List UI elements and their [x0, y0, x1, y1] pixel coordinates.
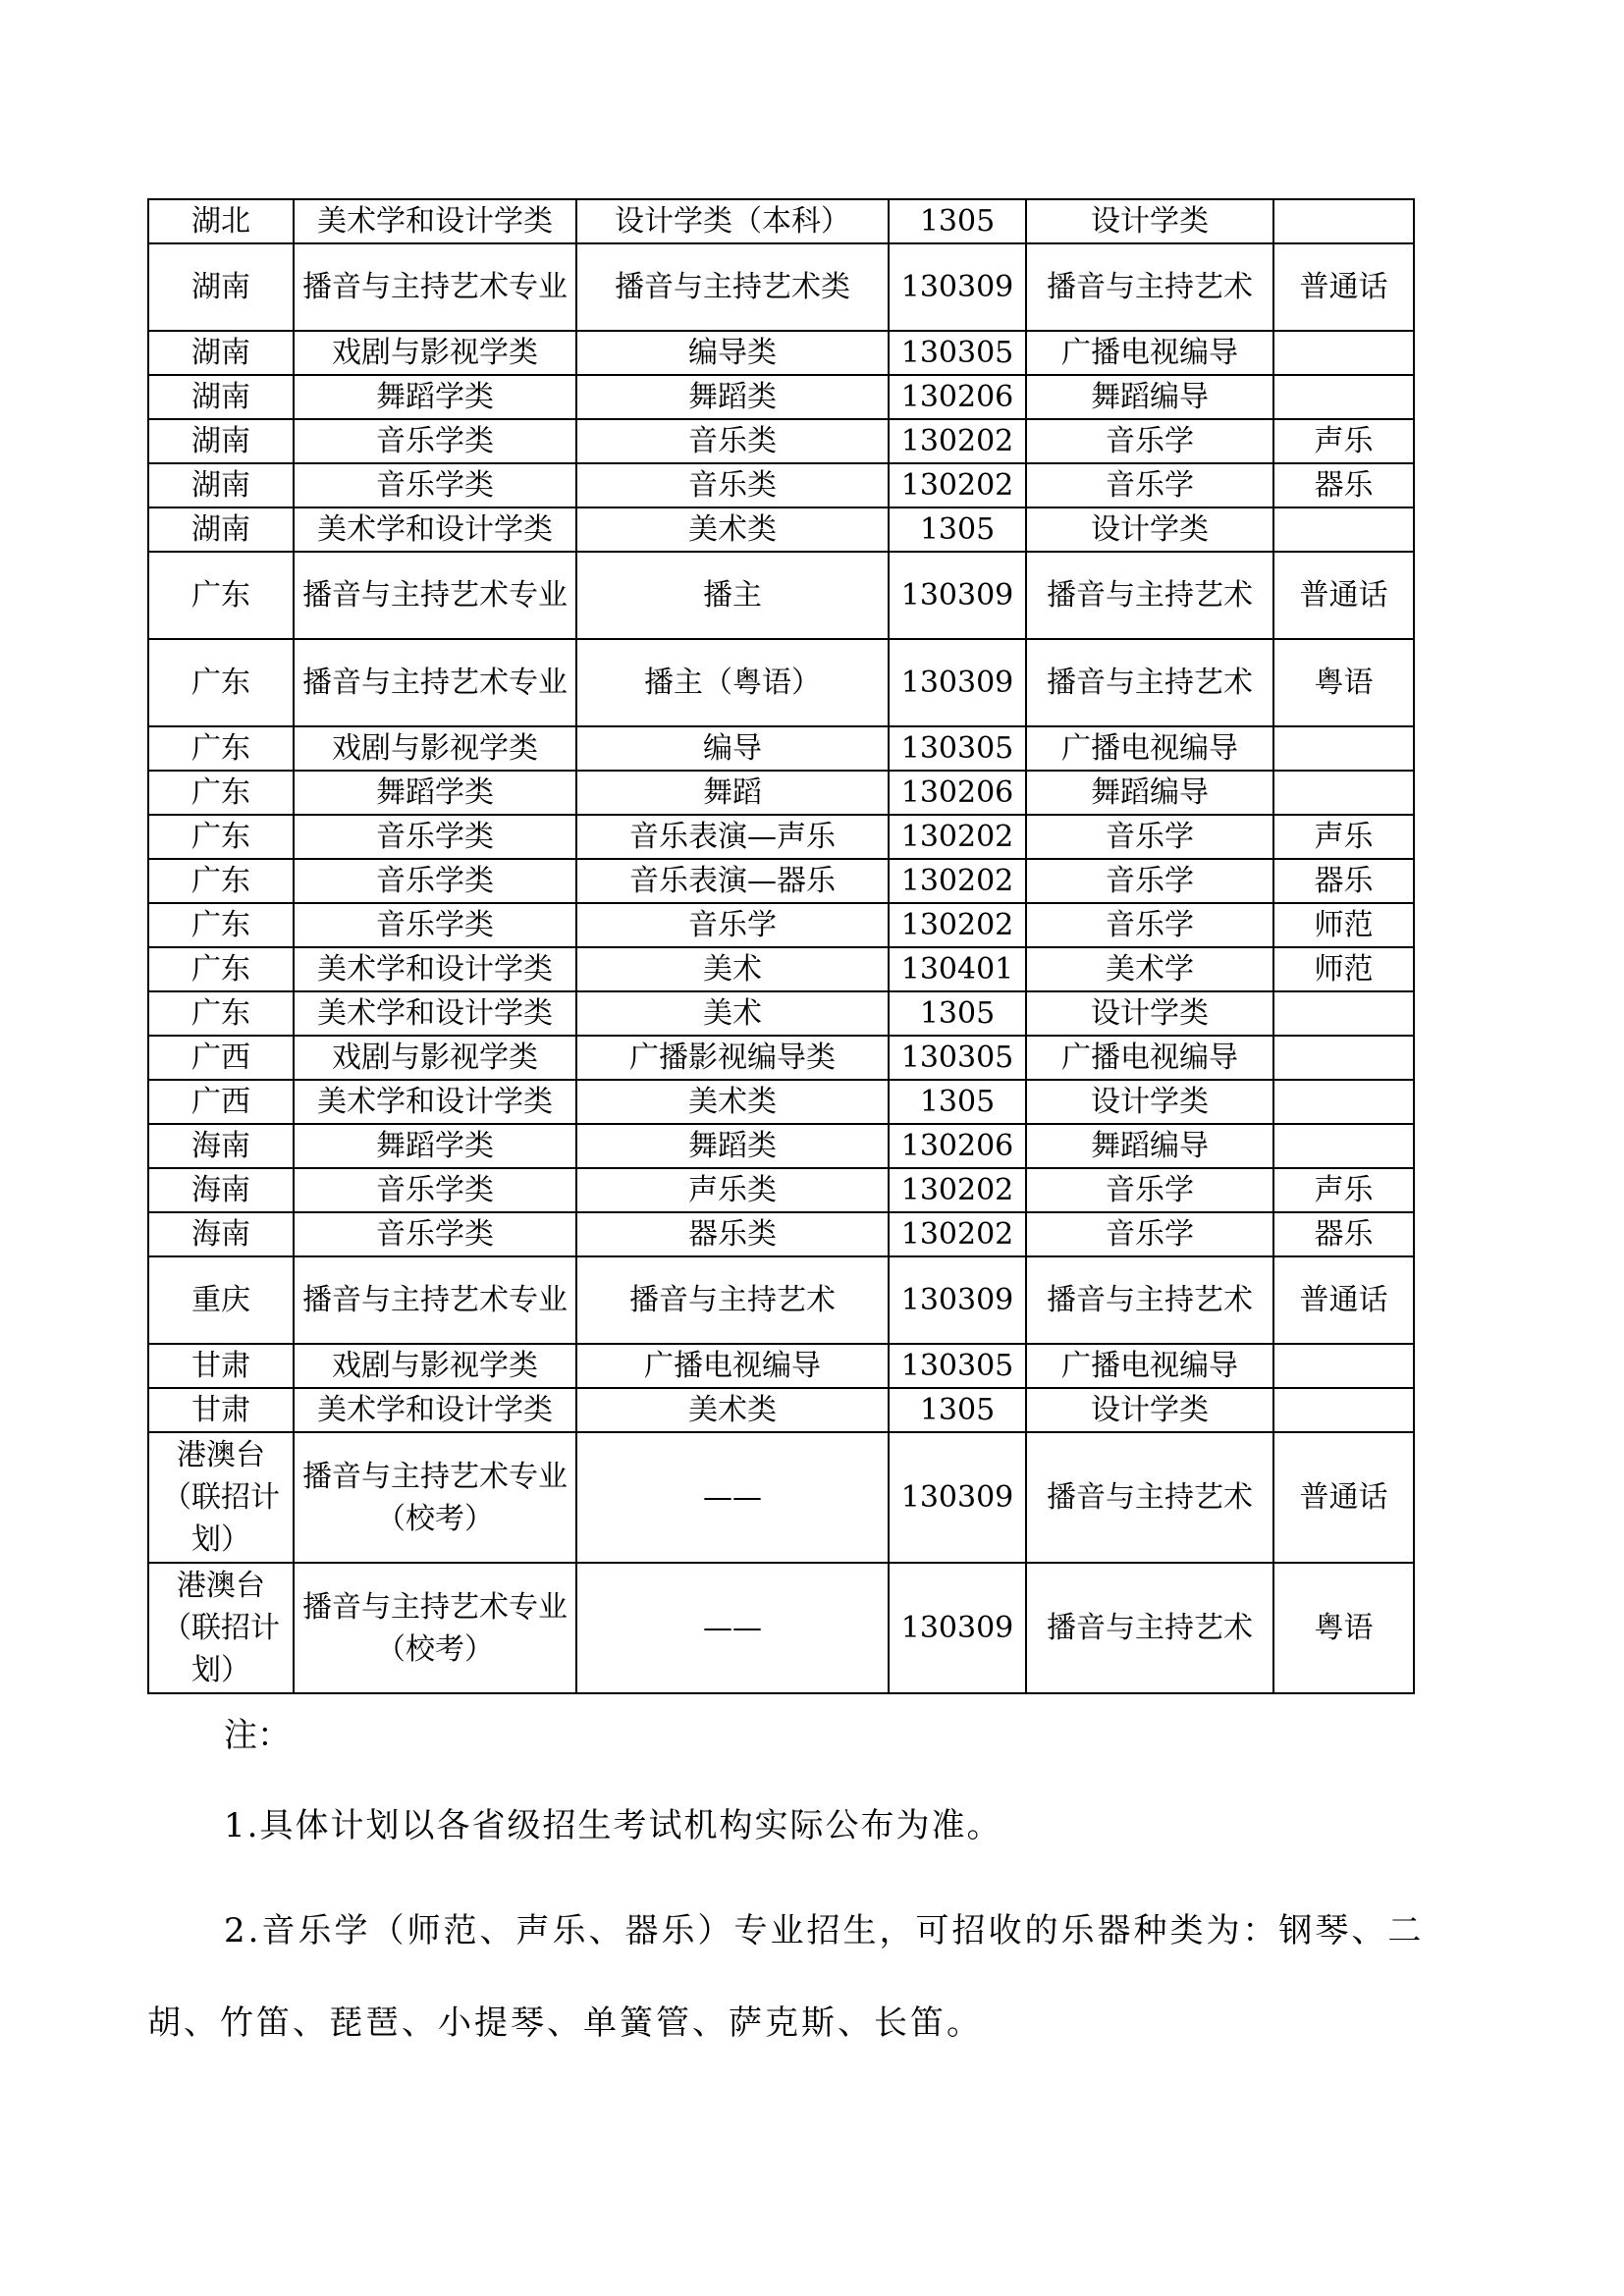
- exam-category-cell: 播主: [576, 552, 889, 639]
- subject-category-cell: 戏剧与影视学类: [294, 1036, 576, 1080]
- major-name-cell: 设计学类: [1026, 1388, 1273, 1432]
- major-name-cell: 音乐学: [1026, 859, 1273, 903]
- major-name-cell: 音乐学: [1026, 1168, 1273, 1212]
- table-row: [148, 507, 1414, 552]
- table-row: [148, 1563, 1414, 1693]
- exam-category-cell: 音乐类: [576, 419, 889, 463]
- province-cell: 重庆: [148, 1256, 294, 1344]
- remark-cell: [1273, 1388, 1414, 1432]
- exam-category-cell: 播音与主持艺术类: [576, 243, 889, 331]
- major-code-cell: 130401: [889, 947, 1026, 991]
- province-cell: 湖南: [148, 375, 294, 419]
- table-row: [148, 639, 1414, 726]
- major-name-cell: 舞蹈编导: [1026, 1124, 1273, 1168]
- remark-cell: [1273, 507, 1414, 552]
- subject-category-cell: 美术学和设计学类: [294, 991, 576, 1036]
- table-row: [148, 1124, 1414, 1168]
- subject-category-cell: 舞蹈学类: [294, 375, 576, 419]
- major-code-cell: 130202: [889, 903, 1026, 947]
- table-row: [148, 991, 1414, 1036]
- major-name-cell: 播音与主持艺术: [1026, 552, 1273, 639]
- subject-category-cell: 音乐学类: [294, 1212, 576, 1256]
- remark-cell: 声乐: [1273, 1168, 1414, 1212]
- exam-category-cell: 美术: [576, 991, 889, 1036]
- subject-category-cell: 音乐学类: [294, 903, 576, 947]
- major-code-cell: 130206: [889, 1124, 1026, 1168]
- major-code-cell: 130309: [889, 1563, 1026, 1693]
- subject-category-cell: 戏剧与影视学类: [294, 726, 576, 771]
- enrollment-plan-table: [147, 198, 1415, 1694]
- province-cell: 广东: [148, 903, 294, 947]
- major-name-cell: 音乐学: [1026, 463, 1273, 507]
- remark-cell: 普通话: [1273, 1432, 1414, 1563]
- remark-cell: [1273, 1124, 1414, 1168]
- subject-category-cell: 戏剧与影视学类: [294, 1344, 576, 1388]
- table-row: [148, 375, 1414, 419]
- table-row: [148, 1344, 1414, 1388]
- major-code-cell: 130202: [889, 419, 1026, 463]
- table-row: [148, 1432, 1414, 1563]
- table-row: [148, 199, 1414, 243]
- remark-cell: 师范: [1273, 947, 1414, 991]
- exam-category-cell: 播主（粤语）: [576, 639, 889, 726]
- subject-category-cell: 美术学和设计学类: [294, 1080, 576, 1124]
- remark-cell: 普通话: [1273, 1256, 1414, 1344]
- subject-category-cell: 音乐学类: [294, 815, 576, 859]
- major-name-cell: 音乐学: [1026, 903, 1273, 947]
- subject-category-cell: 舞蹈学类: [294, 771, 576, 815]
- subject-category-cell: 舞蹈学类: [294, 1124, 576, 1168]
- remark-cell: 器乐: [1273, 1212, 1414, 1256]
- province-cell: 湖南: [148, 507, 294, 552]
- major-code-cell: 130309: [889, 1432, 1026, 1563]
- exam-category-cell: 舞蹈类: [576, 375, 889, 419]
- major-code-cell: 130305: [889, 1036, 1026, 1080]
- exam-category-cell: 舞蹈类: [576, 1124, 889, 1168]
- province-cell: 广东: [148, 726, 294, 771]
- major-name-cell: 音乐学: [1026, 815, 1273, 859]
- province-cell: 海南: [148, 1124, 294, 1168]
- major-code-cell: 130202: [889, 859, 1026, 903]
- subject-category-cell: 播音与主持艺术专业: [294, 243, 576, 331]
- major-code-cell: 130305: [889, 726, 1026, 771]
- subject-category-cell: 美术学和设计学类: [294, 947, 576, 991]
- table-body: [148, 199, 1414, 1693]
- major-name-cell: 美术学: [1026, 947, 1273, 991]
- subject-category-cell: 音乐学类: [294, 419, 576, 463]
- exam-category-cell: 音乐类: [576, 463, 889, 507]
- major-code-cell: 130202: [889, 815, 1026, 859]
- province-cell: 广东: [148, 639, 294, 726]
- remark-cell: 师范: [1273, 903, 1414, 947]
- subject-category-cell: 美术学和设计学类: [294, 199, 576, 243]
- major-name-cell: 舞蹈编导: [1026, 771, 1273, 815]
- remark-cell: 声乐: [1273, 419, 1414, 463]
- table-row: [148, 1168, 1414, 1212]
- remark-cell: [1273, 1344, 1414, 1388]
- major-code-cell: 1305: [889, 1388, 1026, 1432]
- subject-category-cell: 播音与主持艺术专业（校考）: [294, 1432, 576, 1563]
- subject-category-cell: 音乐学类: [294, 1168, 576, 1212]
- major-name-cell: 设计学类: [1026, 199, 1273, 243]
- province-cell: 广西: [148, 1036, 294, 1080]
- remark-cell: [1273, 1080, 1414, 1124]
- province-cell: 广西: [148, 1080, 294, 1124]
- major-code-cell: 1305: [889, 199, 1026, 243]
- exam-category-cell: 美术: [576, 947, 889, 991]
- table-row: [148, 1212, 1414, 1256]
- major-name-cell: 音乐学: [1026, 419, 1273, 463]
- major-code-cell: 130305: [889, 1344, 1026, 1388]
- major-name-cell: 播音与主持艺术: [1026, 1563, 1273, 1693]
- major-code-cell: 130309: [889, 243, 1026, 331]
- major-code-cell: 130206: [889, 771, 1026, 815]
- remark-cell: 器乐: [1273, 463, 1414, 507]
- exam-category-cell: 器乐类: [576, 1212, 889, 1256]
- province-cell: 广东: [148, 552, 294, 639]
- table-row: [148, 815, 1414, 859]
- table-row: [148, 243, 1414, 331]
- exam-category-cell: 音乐表演—器乐: [576, 859, 889, 903]
- province-cell: 海南: [148, 1212, 294, 1256]
- exam-category-cell: 音乐表演—声乐: [576, 815, 889, 859]
- notes-heading: 注：: [224, 1716, 291, 1755]
- remark-cell: [1273, 199, 1414, 243]
- note-2: 2.音乐学（师范、声乐、器乐）专业招生，可招收的乐器种类为：钢琴、二胡、竹笛、琵琶、小提琴、单簧管、萨克斯、长笛。: [147, 1911, 1425, 2043]
- table-row: [148, 903, 1414, 947]
- table-row: [148, 771, 1414, 815]
- remark-cell: 器乐: [1273, 859, 1414, 903]
- subject-category-cell: 戏剧与影视学类: [294, 331, 576, 375]
- province-cell: 湖南: [148, 243, 294, 331]
- remark-cell: [1273, 771, 1414, 815]
- province-cell: 广东: [148, 991, 294, 1036]
- exam-category-cell: 广播电视编导: [576, 1344, 889, 1388]
- province-cell: 广东: [148, 859, 294, 903]
- major-code-cell: 130309: [889, 639, 1026, 726]
- exam-category-cell: 舞蹈: [576, 771, 889, 815]
- major-name-cell: 广播电视编导: [1026, 1344, 1273, 1388]
- table-row: [148, 859, 1414, 903]
- major-code-cell: 1305: [889, 1080, 1026, 1124]
- subject-category-cell: 播音与主持艺术专业: [294, 1256, 576, 1344]
- exam-category-cell: ——: [576, 1432, 889, 1563]
- exam-category-cell: 声乐类: [576, 1168, 889, 1212]
- major-code-cell: 130202: [889, 463, 1026, 507]
- province-cell: 海南: [148, 1168, 294, 1212]
- exam-category-cell: ——: [576, 1563, 889, 1693]
- major-code-cell: 130202: [889, 1212, 1026, 1256]
- remark-cell: 粤语: [1273, 639, 1414, 726]
- exam-category-cell: 美术类: [576, 507, 889, 552]
- table-row: [148, 726, 1414, 771]
- major-name-cell: 播音与主持艺术: [1026, 639, 1273, 726]
- major-code-cell: 130309: [889, 552, 1026, 639]
- subject-category-cell: 播音与主持艺术专业: [294, 639, 576, 726]
- subject-category-cell: 美术学和设计学类: [294, 1388, 576, 1432]
- province-cell: 甘肃: [148, 1388, 294, 1432]
- exam-category-cell: 播音与主持艺术: [576, 1256, 889, 1344]
- major-name-cell: 设计学类: [1026, 1080, 1273, 1124]
- table-row: [148, 331, 1414, 375]
- major-name-cell: 播音与主持艺术: [1026, 1432, 1273, 1563]
- province-cell: 甘肃: [148, 1344, 294, 1388]
- remark-cell: [1273, 331, 1414, 375]
- province-cell: 湖北: [148, 199, 294, 243]
- major-code-cell: 130305: [889, 331, 1026, 375]
- province-cell: 港澳台（联招计划）: [148, 1432, 294, 1563]
- province-cell: 广东: [148, 815, 294, 859]
- remark-cell: [1273, 1036, 1414, 1080]
- table-row: [148, 1036, 1414, 1080]
- subject-category-cell: 音乐学类: [294, 463, 576, 507]
- table-row: [148, 463, 1414, 507]
- remark-cell: [1273, 991, 1414, 1036]
- province-cell: 港澳台（联招计划）: [148, 1563, 294, 1693]
- province-cell: 广东: [148, 771, 294, 815]
- table-row: [148, 947, 1414, 991]
- major-code-cell: 130202: [889, 1168, 1026, 1212]
- subject-category-cell: 音乐学类: [294, 859, 576, 903]
- major-name-cell: 广播电视编导: [1026, 331, 1273, 375]
- major-name-cell: 播音与主持艺术: [1026, 243, 1273, 331]
- province-cell: 湖南: [148, 463, 294, 507]
- remark-cell: 普通话: [1273, 552, 1414, 639]
- remark-cell: 声乐: [1273, 815, 1414, 859]
- exam-category-cell: 美术类: [576, 1388, 889, 1432]
- province-cell: 湖南: [148, 419, 294, 463]
- major-name-cell: 设计学类: [1026, 507, 1273, 552]
- table-row: [148, 552, 1414, 639]
- major-name-cell: 广播电视编导: [1026, 726, 1273, 771]
- table-row: [148, 1256, 1414, 1344]
- table-row: [148, 419, 1414, 463]
- exam-category-cell: 音乐学: [576, 903, 889, 947]
- remark-cell: 普通话: [1273, 243, 1414, 331]
- major-name-cell: 音乐学: [1026, 1212, 1273, 1256]
- remark-cell: [1273, 726, 1414, 771]
- major-code-cell: 1305: [889, 507, 1026, 552]
- major-name-cell: 舞蹈编导: [1026, 375, 1273, 419]
- major-code-cell: 130309: [889, 1256, 1026, 1344]
- exam-category-cell: 广播影视编导类: [576, 1036, 889, 1080]
- major-code-cell: 130206: [889, 375, 1026, 419]
- table-row: [148, 1388, 1414, 1432]
- exam-category-cell: 编导: [576, 726, 889, 771]
- remark-cell: 粤语: [1273, 1563, 1414, 1693]
- remark-cell: [1273, 375, 1414, 419]
- province-cell: 湖南: [148, 331, 294, 375]
- subject-category-cell: 播音与主持艺术专业（校考）: [294, 1563, 576, 1693]
- subject-category-cell: 播音与主持艺术专业: [294, 552, 576, 639]
- major-name-cell: 设计学类: [1026, 991, 1273, 1036]
- subject-category-cell: 美术学和设计学类: [294, 507, 576, 552]
- major-code-cell: 1305: [889, 991, 1026, 1036]
- province-cell: 广东: [148, 947, 294, 991]
- exam-category-cell: 设计学类（本科）: [576, 199, 889, 243]
- note-1: 1.具体计划以各省级招生考试机构实际公布为准。: [224, 1806, 1002, 1845]
- exam-category-cell: 美术类: [576, 1080, 889, 1124]
- major-name-cell: 播音与主持艺术: [1026, 1256, 1273, 1344]
- table-row: [148, 1080, 1414, 1124]
- exam-category-cell: 编导类: [576, 331, 889, 375]
- major-name-cell: 广播电视编导: [1026, 1036, 1273, 1080]
